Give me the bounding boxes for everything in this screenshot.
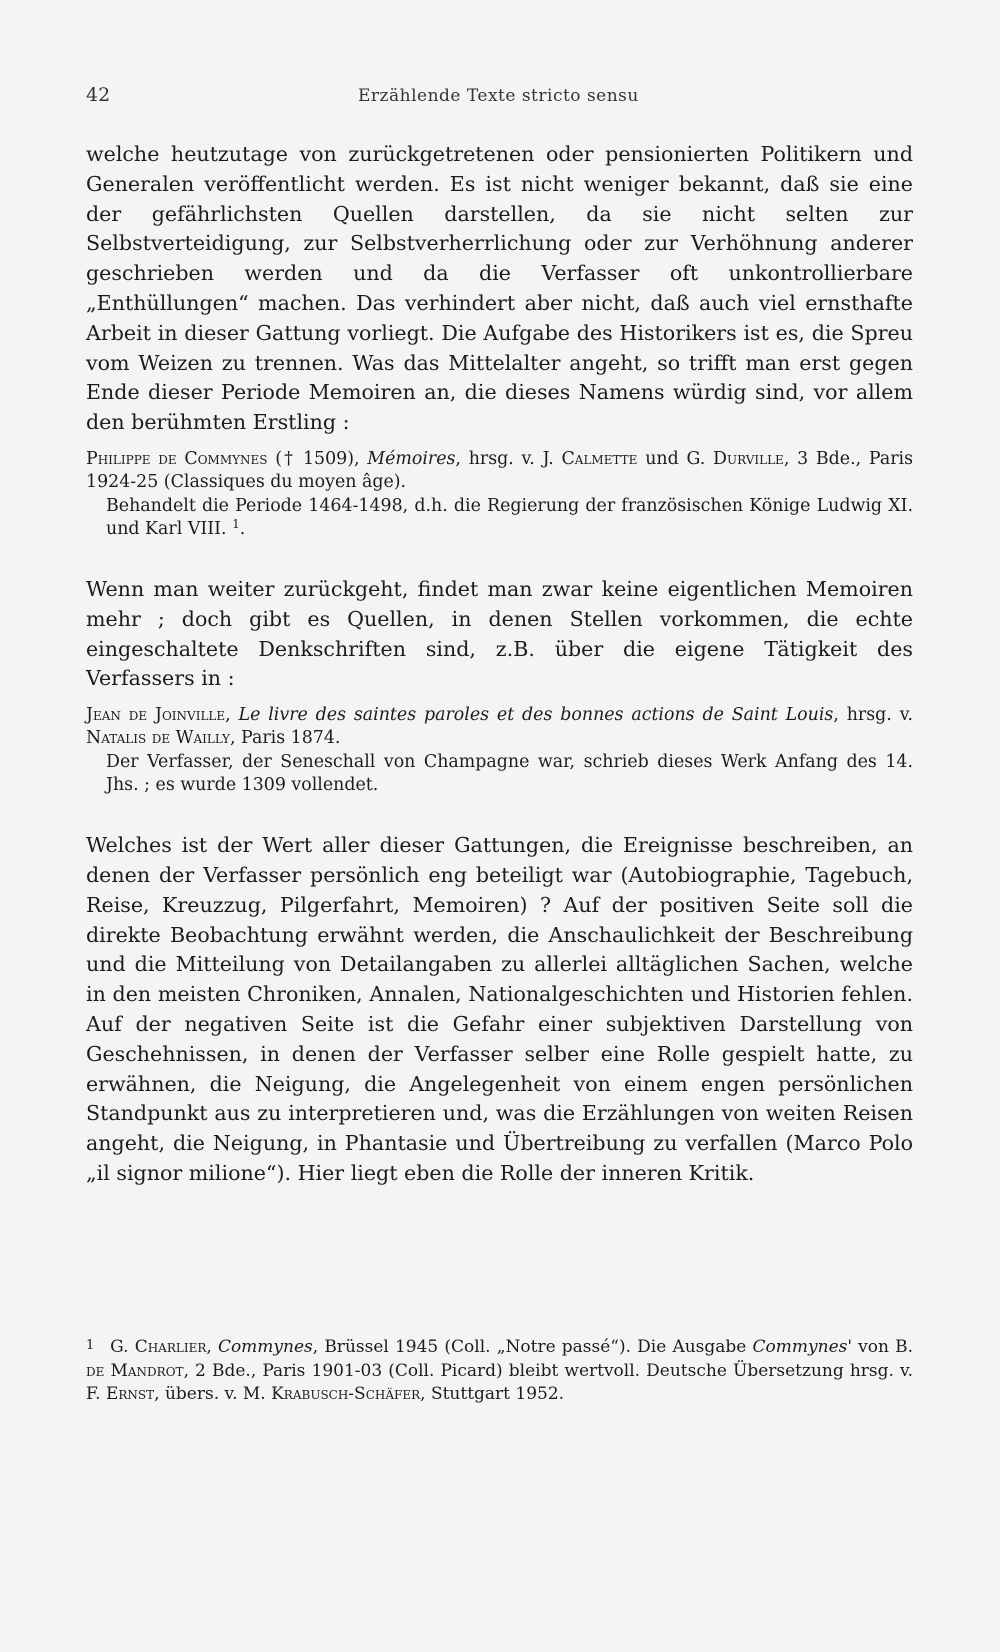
footnote: 1 G. Charlier, Commynes, Brüssel 1945 (Coll. „Notre passé“). Die Ausgabe Commynes' von B. de Mandrot, 2 Bde., Paris 1901-03 (Coll. Picard) bleibt wertvoll. Deutsche Übersetzung hrsg. v. F. Ernst, übers. v. M. Krabusch-Schäfer, Stuttgart 1952. <box>86 1334 913 1407</box>
body-paragraph-3: Welches ist der Wert aller dieser Gattungen, die Ereignisse beschreiben, an denen der Verfasser persönlich eng beteiligt war (Autobiographie, Tagebuch, Reise, Kreuzzug, Pilgerfahrt, Memoiren) ? Auf der positiven Seite soll die direkte Beobachtung erwähnt werden, die Anschaulichkeit der Beschreibung und die Mitteilung von Detailangaben zu allerlei alltäglichen Sachen, welche in den meisten Chroniken, Annalen, Nationalgeschichten und Historien fehlen. Auf der negativen Seite ist die Gefahr einer subjektiven Darstellung von Geschehnissen, in denen der Verfasser selber eine Rolle gespielt hatte, zu erwähnen, die Neigung, die Angelegenheit von einem engen persönlichen Standpunkt aus zu interpretieren und, was die Erzählungen von weiten Reisen angeht, die Neigung, in Phantasie und Übertreibung zu verfallen (Marco Polo „il signor milione“). Hier liegt eben die Rolle der inneren Kritik. <box>86 833 913 1185</box>
body-paragraph-1: welche heutzutage von zurückgetretenen oder pensionierten Politikern und Generalen veröffentlicht werden. Es ist nicht weniger bekannt, daß sie eine der gefährlichsten Quellen darstellen, da sie nicht selten zur Selbstverteidigung, zur Selbstverherrlichung oder zur Verhöhnung anderer geschrieben werden und da die Verfasser oft unkontrollierbare „Enthüllungen“ machen. Das verhindert aber nicht, daß auch viel ernsthafte Arbeit in dieser Gattung vorliegt. Die Aufgabe des Historikers ist es, die Spreu vom Weizen zu trennen. Was das Mittelalter angeht, so trifft man erst gegen Ende dieser Periode Memoiren an, die dieses Namens würdig sind, vor allem den berühmten Erstling : <box>86 142 913 435</box>
page-header <box>86 80 913 114</box>
citation: Philippe de Commynes († 1509), Mémoires, hrsg. v. J. Calmette und G. Durville, 3 Bde., Paris 1924-25 (Classiques du moyen âge). <box>86 448 913 492</box>
page-content <box>86 80 913 1189</box>
bibliography-entry-commynes <box>86 448 913 541</box>
editor-name: Natalis de Wailly <box>86 728 230 749</box>
bibliography-entry-joinville <box>86 704 913 797</box>
work-title: Mémoires <box>367 448 456 469</box>
author-name: Jean de Joinville <box>86 705 226 726</box>
citation: Jean de Joinville, Le livre des saintes paroles et des bonnes actions de Saint Louis, hrsg. v. Natalis de Wailly, Paris 1874. <box>86 705 913 749</box>
running-title: Erzählende Texte stricto sensu <box>358 86 639 106</box>
footnote-number: 1 <box>86 1338 95 1353</box>
editor-name: Durville <box>713 448 784 469</box>
citation-note: Der Verfasser, der Seneschall von Champagne war, schrieb dieses Werk Anfang des 14. Jhs. ; es wurde 1309 vollendet. <box>106 752 913 796</box>
editor-name: Calmette <box>561 448 638 469</box>
author-name: Philippe de Commynes <box>86 448 268 469</box>
body-paragraph-2: Wenn man weiter zurückgeht, findet man zwar keine eigentlichen Memoiren mehr ; doch gibt es Quellen, in denen Stellen vorkommen, die echte eingeschaltete Denkschriften sind, z.B. über die eigene Tätigkeit des Verfassers in : <box>86 576 913 691</box>
work-title: Le livre des saintes paroles et des bonnes actions de Saint Louis <box>238 705 834 726</box>
citation-note: Behandelt die Periode 1464-1498, d.h. die Regierung der französischen Könige Ludwig XI. und Karl VIII. $^1$. <box>106 495 913 539</box>
page-number: 42 <box>86 84 111 106</box>
footnote-marker: 1 <box>232 516 240 531</box>
